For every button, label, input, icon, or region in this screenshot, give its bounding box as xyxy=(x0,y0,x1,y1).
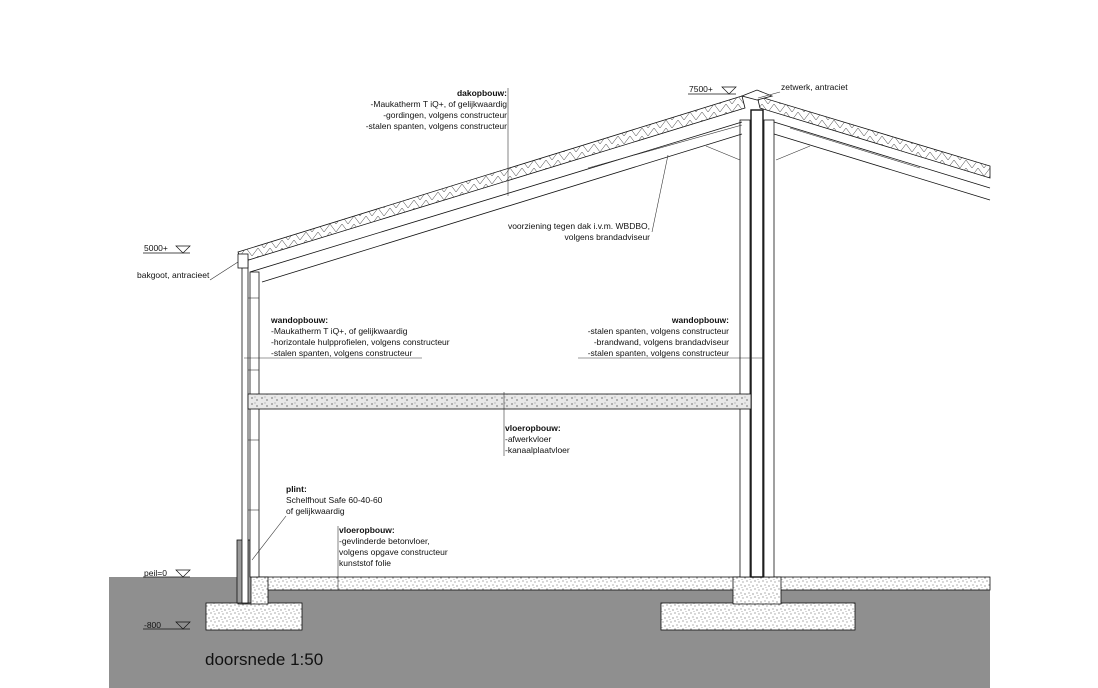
wall-right-line-3: -stalen spanten, volgens constructeur xyxy=(587,348,729,358)
upper-floor-slab xyxy=(248,394,751,409)
level-ground-label: peil=0 xyxy=(144,568,167,578)
gutter-leader xyxy=(210,262,238,280)
foundation-left-footing xyxy=(206,603,302,630)
wall-right-line-1: -stalen spanten, volgens constructeur xyxy=(587,326,729,336)
wall-right-title: wandopbouw: xyxy=(671,315,729,325)
plinth-title: plint: xyxy=(286,484,307,494)
foundation-right-stem xyxy=(733,577,781,604)
left-wall-column xyxy=(250,272,259,577)
ridge-trim-label: zetwerk, antraciet xyxy=(781,82,848,92)
level-eave-label: 5000+ xyxy=(144,243,168,253)
ground-floor-title: vloeropbouw: xyxy=(339,525,395,535)
roof-line-3: -stalen spanten, volgens constructeur xyxy=(365,121,507,131)
roof-left-rafter-top xyxy=(250,122,742,272)
level-foundation-label: -800 xyxy=(144,620,162,630)
wall-right-line-2: -brandwand, volgens brandadviseur xyxy=(593,337,729,347)
ground-floor-line-1: -gevlinderde betonvloer, xyxy=(339,536,430,546)
roof-right-rafter-top xyxy=(774,122,990,188)
upper-floor-line-1: -afwerkvloer xyxy=(505,434,552,444)
roof-left-brace xyxy=(706,146,740,160)
wall-left-annotation xyxy=(244,315,450,358)
wall-left-title: wandopbouw: xyxy=(271,315,329,325)
upper-floor-line-2: -kanaalplaatvloer xyxy=(505,445,570,455)
wall-right-annotation xyxy=(578,315,764,358)
fire-provision-line-1: voorziening tegen dak i.v.m. WBDBO, xyxy=(507,221,650,231)
level-ridge-label: 7500+ xyxy=(689,84,713,94)
gutter-label: bakgoot, antracieet xyxy=(137,270,210,280)
right-column-right xyxy=(764,120,774,577)
fire-provision-line-2: volgens brandadviseur xyxy=(564,232,650,242)
ridge-cap xyxy=(742,90,772,100)
ground-floor-line-3: kunststof folie xyxy=(339,558,391,568)
wall-left-line-2: -horizontale hulpprofielen, volgens constructeur xyxy=(271,337,450,347)
left-wall-panel xyxy=(242,255,248,603)
ground-floor-line-2: volgens opgave constructeur xyxy=(339,547,448,557)
level-marker-ridge xyxy=(688,84,736,94)
level-marker-eave xyxy=(143,243,190,253)
wall-left-line-1: -Maukatherm T iQ+, of gelijkwaardig xyxy=(271,326,408,336)
roof-title: dakopbouw: xyxy=(456,88,507,98)
ground-floor-slab xyxy=(250,577,990,590)
foundation-right-footing xyxy=(661,603,855,630)
roof-line-2: -gordingen, volgens constructeur xyxy=(383,110,507,120)
plinth-line-1: Schelfhout Safe 60-40-60 xyxy=(286,495,383,505)
right-firewall xyxy=(751,110,763,577)
roof-line-1: -Maukatherm T iQ+, of gelijkwaardig xyxy=(370,99,507,109)
plinth-line-2: of gelijkwaardig xyxy=(286,506,345,516)
roof-right-brace xyxy=(776,146,810,160)
fire-provision-leader xyxy=(652,155,668,232)
right-column-left xyxy=(740,120,750,577)
roof-right-panel xyxy=(757,96,990,178)
upper-floor-title: vloeropbouw: xyxy=(505,423,561,433)
gutter xyxy=(238,254,248,268)
wall-left-line-3: -stalen spanten, volgens constructeur xyxy=(271,348,413,358)
drawing-caption: doorsnede 1:50 xyxy=(205,650,324,669)
roof-left-rafter-bottom xyxy=(262,134,742,282)
level-marker-ground xyxy=(143,568,190,578)
